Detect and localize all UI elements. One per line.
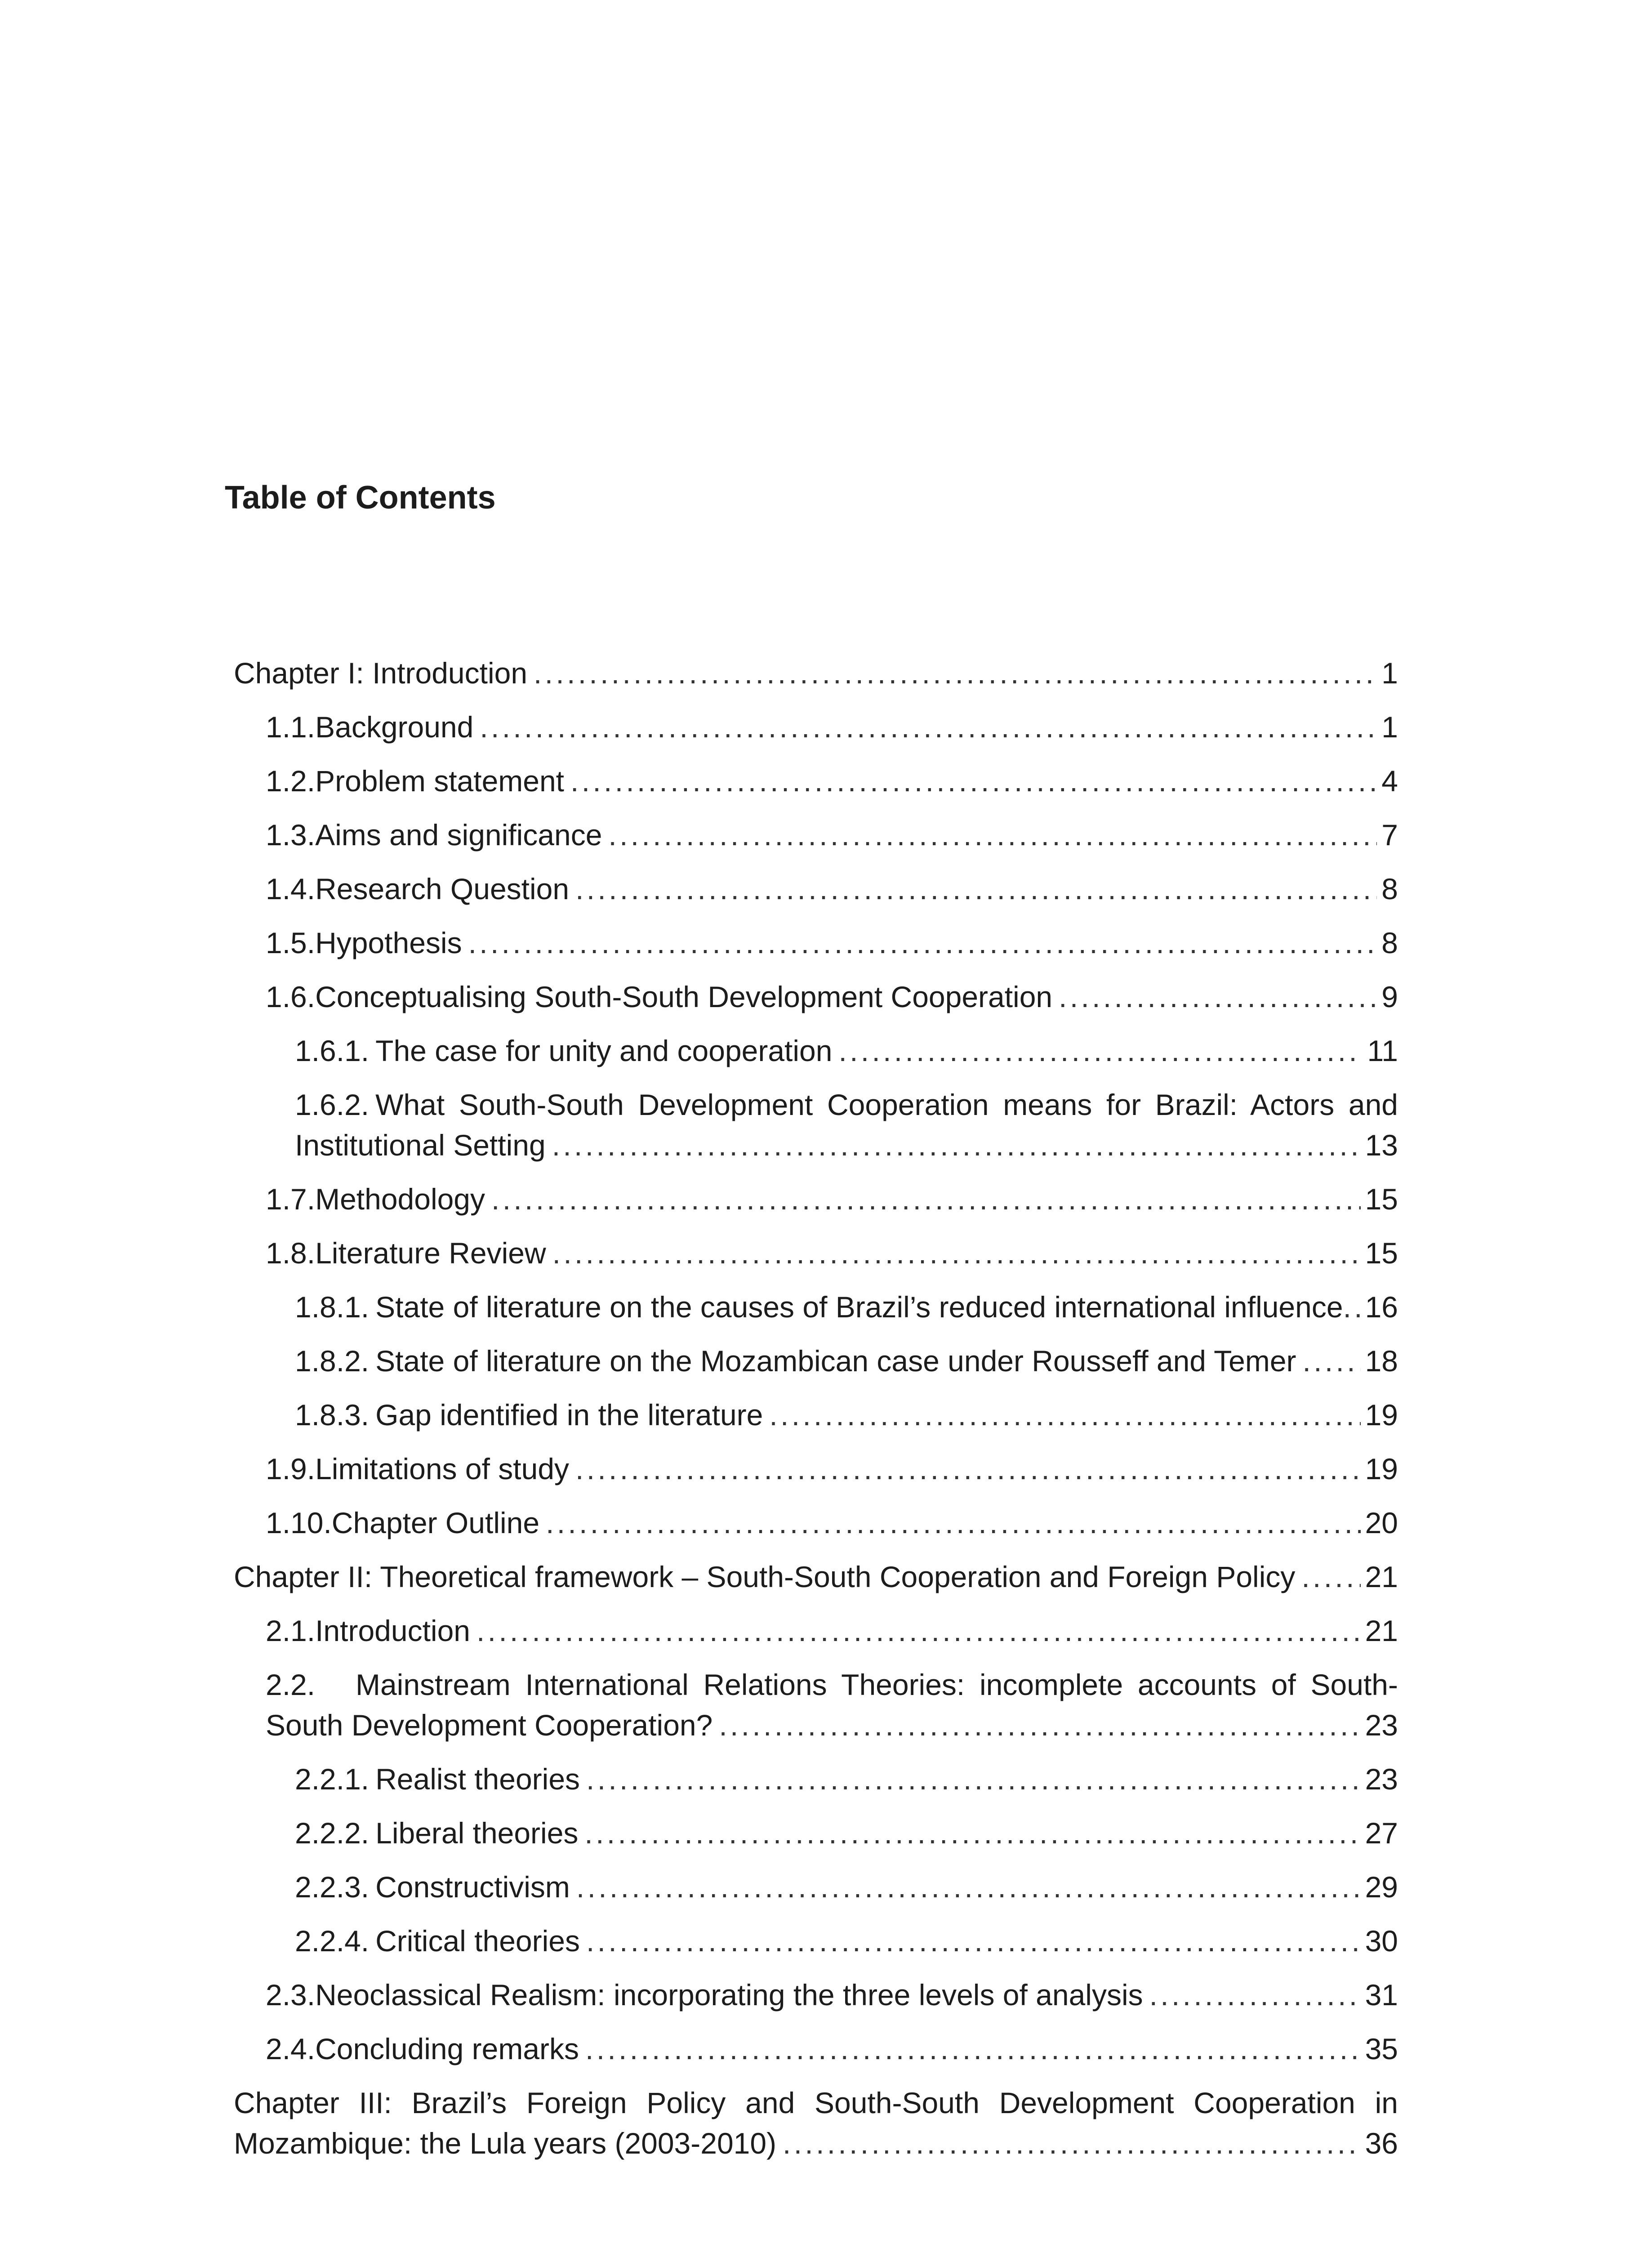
dot-leader xyxy=(552,1233,1361,1273)
toc-entry-2-2-3[interactable] xyxy=(295,1867,1398,1907)
dot-leader xyxy=(534,653,1377,693)
toc-entry-number: 1.8.3. xyxy=(295,1398,370,1432)
toc-entry-2-2[interactable] xyxy=(266,1664,1398,1745)
dot-leader xyxy=(719,1705,1360,1745)
dot-leader xyxy=(575,1449,1361,1489)
toc-entry-label-line1: What South-South Development Cooperation means for Brazil: Actors and xyxy=(375,1088,1398,1121)
toc-page-number: 31 xyxy=(1365,1978,1398,2012)
toc-entry-label: Chapter II: Theoretical framework – South-South Cooperation and Foreign Policy xyxy=(234,1560,1296,1593)
toc-page-number: 29 xyxy=(1365,1870,1398,1904)
toc-entry-1-1[interactable] xyxy=(266,707,1398,747)
toc-entry-number: 1.2. xyxy=(266,764,316,798)
toc-entry-number: 1.6.2. xyxy=(295,1088,370,1121)
toc-entry-number: 2.2.4. xyxy=(295,1924,370,1958)
dot-leader xyxy=(476,1610,1361,1651)
toc-entry-number: 1.8.2. xyxy=(295,1344,370,1378)
dot-leader xyxy=(546,1503,1361,1543)
toc-entry-label-line1: Mainstream International Relations Theories: incomplete accounts of South- xyxy=(356,1668,1398,1701)
dot-leader xyxy=(1343,1287,1365,1327)
toc-entry-label: Limitations of study xyxy=(315,1452,570,1485)
toc-entry-1-4[interactable] xyxy=(266,869,1398,909)
dot-leader xyxy=(570,761,1377,801)
toc-entry-2-3[interactable] xyxy=(266,1975,1398,2015)
toc-entry-2-4[interactable] xyxy=(266,2029,1398,2069)
dot-leader xyxy=(491,1179,1361,1219)
toc-entry-label: State of literature on the causes of Brazil’s reduced international influence xyxy=(375,1290,1343,1324)
toc-entry-number: 2.2.1. xyxy=(295,1762,370,1796)
toc-entry-label: Gap identified in the literature xyxy=(375,1398,763,1432)
toc-entry-label: Problem statement xyxy=(315,764,565,798)
toc-entry-number: 1.3. xyxy=(266,818,316,852)
dot-leader xyxy=(468,923,1377,963)
toc-page-number: 36 xyxy=(1365,2127,1398,2160)
dot-leader xyxy=(1301,1557,1360,1597)
toc-entry-number: 1.1. xyxy=(266,710,316,744)
toc-page-number: 21 xyxy=(1365,1614,1398,1647)
toc-entry-label: Hypothesis xyxy=(315,926,462,959)
toc-entry-label: Chapter I: Introduction xyxy=(234,656,528,690)
toc-entry-number: 1.9. xyxy=(266,1452,316,1485)
dot-leader xyxy=(1059,977,1377,1017)
toc-page-number: 16 xyxy=(1365,1290,1398,1324)
dot-leader xyxy=(586,1921,1361,1961)
toc-page-number: 23 xyxy=(1365,1762,1398,1796)
toc-entry-number: 1.4. xyxy=(266,872,316,905)
toc-entry-2-2-2[interactable] xyxy=(295,1813,1398,1853)
toc-entry-label: The case for unity and cooperation xyxy=(375,1034,833,1067)
dot-leader xyxy=(586,1759,1361,1799)
toc-page-number: 8 xyxy=(1381,926,1398,959)
toc-entry-1-8-2[interactable] xyxy=(295,1341,1398,1381)
toc-entry-label: Chapter Outline xyxy=(331,1506,540,1539)
toc-page-number: 1 xyxy=(1381,656,1398,690)
toc-entry-number: 1.5. xyxy=(266,926,316,959)
toc-entry-2-1[interactable] xyxy=(266,1610,1398,1651)
toc-page-number: 21 xyxy=(1365,1560,1398,1593)
toc-page-number: 1 xyxy=(1381,710,1398,744)
toc-entry-number: 1.7. xyxy=(266,1182,316,1216)
dot-leader xyxy=(608,815,1377,855)
toc-entry-1-3[interactable] xyxy=(266,815,1398,855)
toc-page-number: 20 xyxy=(1365,1506,1398,1539)
dot-leader xyxy=(1303,1341,1361,1381)
toc-entry-number: 2.3. xyxy=(266,1978,316,2012)
toc-entry-number: 1.8. xyxy=(266,1236,316,1270)
toc-page-number: 4 xyxy=(1381,764,1398,798)
dot-leader xyxy=(769,1395,1360,1435)
toc-entry-1-10[interactable] xyxy=(266,1503,1398,1543)
toc-page-number: 11 xyxy=(1367,1034,1398,1067)
toc-entry-chapter-1[interactable] xyxy=(234,653,1398,693)
toc-entry-number: 2.2. xyxy=(266,1668,316,1701)
toc-page-number: 23 xyxy=(1365,1708,1398,1742)
dot-leader xyxy=(576,1867,1361,1907)
toc-entry-label-line2: South Development Cooperation? xyxy=(266,1708,713,1742)
toc-page-number: 7 xyxy=(1381,818,1398,852)
toc-entry-label: Conceptualising South-South Development Cooperation xyxy=(315,980,1053,1013)
toc-entry-1-8-1[interactable] xyxy=(295,1287,1398,1327)
toc-entry-number: 2.2.2. xyxy=(295,1816,370,1850)
toc-page-number: 15 xyxy=(1365,1182,1398,1216)
toc-entry-2-2-1[interactable] xyxy=(295,1759,1398,1799)
toc-page-number: 27 xyxy=(1365,1816,1398,1850)
dot-leader xyxy=(480,707,1377,747)
toc-entry-label: Neoclassical Realism: incorporating the three levels of analysis xyxy=(315,1978,1143,2012)
toc-page-number: 18 xyxy=(1365,1344,1398,1378)
toc-page-number: 13 xyxy=(1365,1128,1398,1162)
toc-entry-2-2-4[interactable] xyxy=(295,1921,1398,1961)
toc-entry-chapter-2[interactable] xyxy=(234,1557,1398,1597)
toc-entry-1-6-1[interactable] xyxy=(295,1030,1398,1071)
dot-leader xyxy=(552,1125,1361,1165)
toc-entry-1-2[interactable] xyxy=(266,761,1398,801)
toc-entry-label: State of literature on the Mozambican case under Rousseff and Temer xyxy=(375,1344,1296,1378)
toc-entry-number: 2.2.3. xyxy=(295,1870,370,1904)
toc-entry-number: 1.10. xyxy=(266,1506,332,1539)
toc-entry-1-9[interactable] xyxy=(266,1449,1398,1489)
toc-entry-number: 1.6.1. xyxy=(295,1034,370,1067)
toc-entry-label: Background xyxy=(315,710,474,744)
toc-entry-1-7[interactable] xyxy=(266,1179,1398,1219)
toc-entry-number: 1.8.1. xyxy=(295,1290,370,1324)
dot-leader xyxy=(584,1813,1360,1853)
toc-entry-label: Literature Review xyxy=(315,1236,546,1270)
toc-entry-label: Research Question xyxy=(315,872,570,905)
toc-entry-label-line1: Chapter III: Brazil’s Foreign Policy and South-South Development Cooperation in xyxy=(234,2086,1398,2119)
toc-entry-label: Methodology xyxy=(315,1182,485,1216)
toc-page-number: 9 xyxy=(1381,980,1398,1013)
dot-leader xyxy=(575,869,1377,909)
dot-leader xyxy=(783,2123,1361,2163)
toc-entry-number: 2.4. xyxy=(266,2032,316,2065)
toc-entry-chapter-3[interactable] xyxy=(234,2083,1398,2163)
toc-page-number: 19 xyxy=(1365,1452,1398,1485)
toc-entry-label-line2: Institutional Setting xyxy=(295,1128,546,1162)
toc-page-number: 30 xyxy=(1365,1924,1398,1958)
toc-page-number: 19 xyxy=(1365,1398,1398,1432)
dot-leader xyxy=(585,2029,1361,2069)
toc-entry-1-5[interactable] xyxy=(266,923,1398,963)
toc-entry-number: 1.6. xyxy=(266,980,316,1013)
toc-entry-1-8[interactable] xyxy=(266,1233,1398,1273)
toc-entry-label: Realist theories xyxy=(375,1762,580,1796)
dot-leader xyxy=(1149,1975,1361,2015)
dot-leader xyxy=(838,1030,1363,1071)
toc-entry-1-6-2[interactable] xyxy=(295,1084,1398,1165)
toc-entry-label: Critical theories xyxy=(375,1924,580,1958)
toc-entry-label: Introduction xyxy=(315,1614,470,1647)
toc-heading: Table of Contents xyxy=(225,480,496,516)
toc-page-number: 15 xyxy=(1365,1236,1398,1270)
toc-entry-label: Aims and significance xyxy=(315,818,602,852)
toc-entry-1-6[interactable] xyxy=(266,977,1398,1017)
toc-entry-number: 2.1. xyxy=(266,1614,316,1647)
toc-entry-label: Concluding remarks xyxy=(315,2032,579,2065)
toc-entry-1-8-3[interactable] xyxy=(295,1395,1398,1435)
toc-entry-label: Liberal theories xyxy=(375,1816,579,1850)
toc-page-number: 35 xyxy=(1365,2032,1398,2065)
toc-page-number: 8 xyxy=(1381,872,1398,905)
toc-entry-label: Constructivism xyxy=(375,1870,570,1904)
toc-entry-label-line2: Mozambique: the Lula years (2003-2010) xyxy=(234,2127,777,2160)
